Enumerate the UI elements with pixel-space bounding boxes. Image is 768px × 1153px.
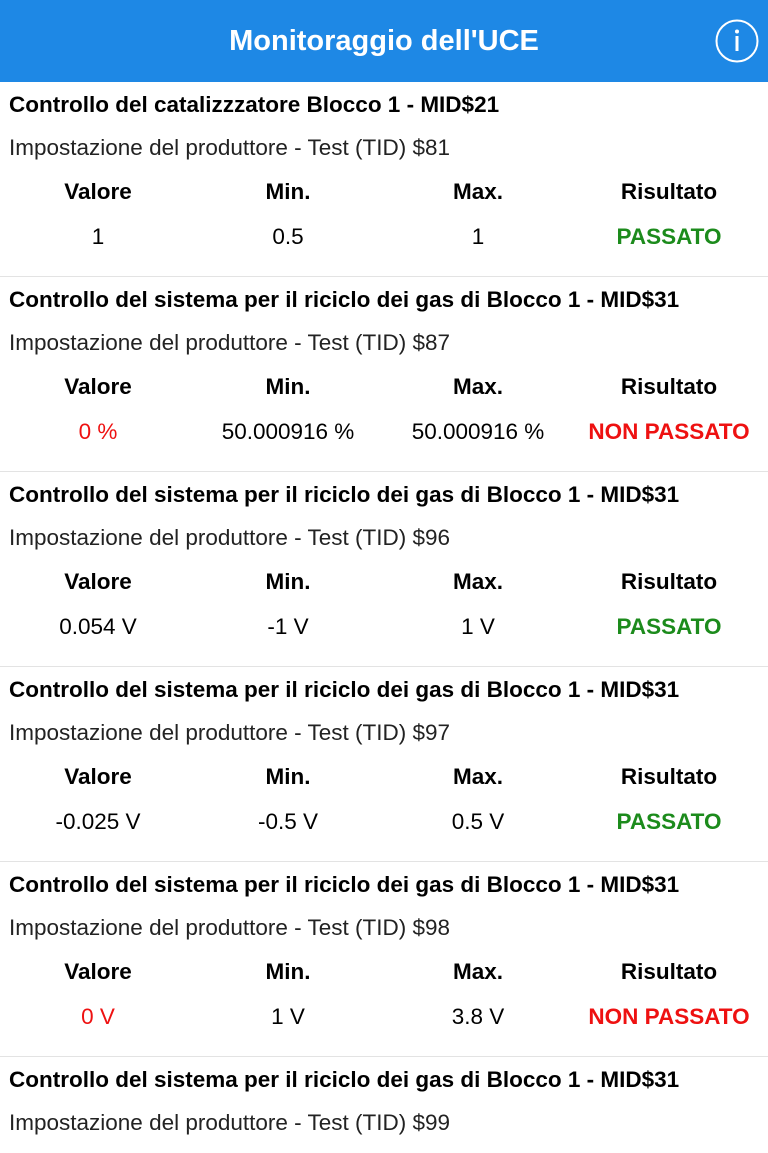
test-max: 1 [471,224,485,249]
test-item[interactable] [0,277,768,472]
result-header: Risultato [620,374,718,399]
test-item[interactable] [0,1057,768,1153]
test-title: Controllo del sistema per il riciclo dei gas di Blocco 1 - MID$31 [9,872,680,897]
app-header [0,0,768,82]
test-values [0,612,768,642]
column-headers [0,567,768,597]
column-headers [0,177,768,207]
test-subtitle: Impostazione del produttore - Test (TID) $81 [9,135,451,160]
result-header: Risultato [620,179,718,204]
test-values [0,1002,768,1032]
info-button[interactable] [715,19,759,63]
test-result: PASSATO [616,809,722,834]
value-header: Valore [64,374,132,399]
test-min: 50.000916 % [221,419,355,444]
test-list [0,82,768,1153]
min-header: Min. [265,179,311,204]
test-value: -0.025 V [55,809,141,834]
test-result: NON PASSATO [588,1004,750,1029]
column-headers [0,762,768,792]
test-result: PASSATO [616,614,722,639]
test-item[interactable] [0,667,768,862]
test-min: 1 V [271,1004,305,1029]
test-item[interactable] [0,472,768,667]
test-min: -0.5 V [257,809,319,834]
test-item[interactable] [0,862,768,1057]
result-header: Risultato [620,764,718,789]
test-min: -1 V [267,614,309,639]
test-subtitle: Impostazione del produttore - Test (TID) $99 [9,1110,451,1135]
max-header: Max. [452,569,504,594]
test-value: 0 V [81,1004,115,1029]
max-header: Max. [452,179,504,204]
test-value: 0.054 V [59,614,137,639]
test-title: Controllo del catalizzzatore Blocco 1 - MID$21 [9,92,500,117]
test-subtitle: Impostazione del produttore - Test (TID) $98 [9,915,451,940]
min-header: Min. [265,764,311,789]
test-max: 50.000916 % [411,419,545,444]
test-title: Controllo del sistema per il riciclo dei gas di Blocco 1 - MID$31 [9,1067,680,1092]
test-title: Controllo del sistema per il riciclo dei gas di Blocco 1 - MID$31 [9,482,680,507]
value-header: Valore [64,569,132,594]
test-result: NON PASSATO [588,419,750,444]
test-values [0,222,768,252]
min-header: Min. [265,569,311,594]
column-headers [0,957,768,987]
result-header: Risultato [620,959,718,984]
test-subtitle: Impostazione del produttore - Test (TID) $96 [9,525,451,550]
test-min: 0.5 [272,224,304,249]
value-header: Valore [64,959,132,984]
test-max: 3.8 V [451,1004,505,1029]
test-title: Controllo del sistema per il riciclo dei gas di Blocco 1 - MID$31 [9,677,680,702]
result-header: Risultato [620,569,718,594]
value-header: Valore [64,764,132,789]
test-subtitle: Impostazione del produttore - Test (TID) $97 [9,720,451,745]
max-header: Max. [452,959,504,984]
test-value: 0 % [78,419,118,444]
test-item[interactable] [0,82,768,277]
test-value: 1 [91,224,105,249]
test-subtitle: Impostazione del produttore - Test (TID) $87 [9,330,451,355]
min-header: Min. [265,374,311,399]
test-values [0,807,768,837]
test-values [0,417,768,447]
max-header: Max. [452,374,504,399]
min-header: Min. [265,959,311,984]
page-title: Monitoraggio dell'UCE [229,25,539,57]
info-icon [715,19,759,63]
max-header: Max. [452,764,504,789]
column-headers [0,372,768,402]
test-max: 0.5 V [451,809,505,834]
value-header: Valore [64,179,132,204]
test-max: 1 V [461,614,495,639]
test-result: PASSATO [616,224,722,249]
test-title: Controllo del sistema per il riciclo dei gas di Blocco 1 - MID$31 [9,287,680,312]
